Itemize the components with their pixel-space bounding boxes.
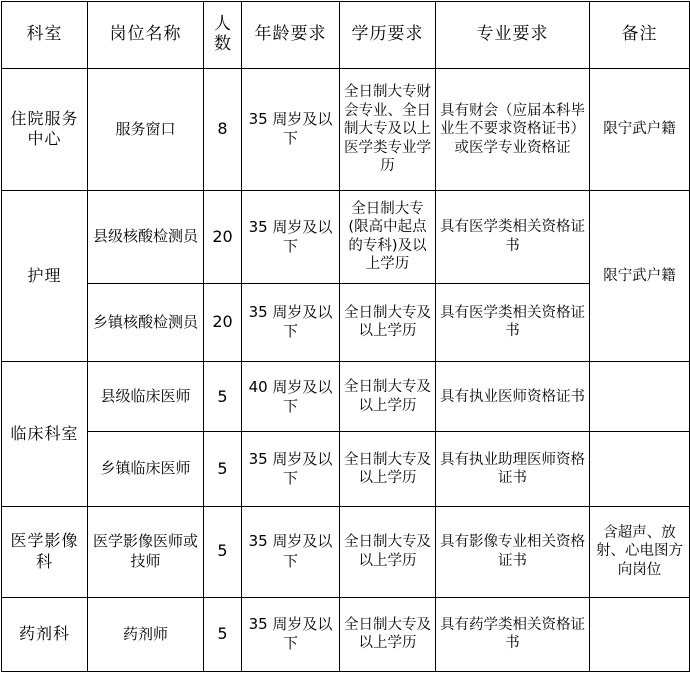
table-row (2, 69, 690, 191)
column-header-headcount (204, 2, 242, 69)
cell-department: 护理 (2, 190, 88, 361)
cell-education-requirement: 全日制大专财会专业、全日制大专及以上医学类专业学历 (340, 69, 436, 191)
cell-major-requirement: 具有执业助理医师资格证书 (436, 432, 590, 506)
cell-age-requirement: 35 周岁及以下 (242, 283, 340, 361)
cell-department: 住院服务中心 (2, 69, 88, 191)
cell-age-requirement: 35 周岁及以下 (242, 190, 340, 283)
table-row (2, 283, 690, 361)
cell-remark: 限宁武户籍 (590, 190, 690, 361)
cell-age-requirement: 35 周岁及以下 (242, 69, 340, 191)
cell-headcount: 5 (204, 362, 242, 432)
cell-headcount: 20 (204, 283, 242, 361)
cell-major-requirement: 具有执业医师资格证书 (436, 362, 590, 432)
table-row (2, 597, 690, 671)
headcount-char-2: 数 (214, 34, 231, 54)
cell-age-requirement: 35 周岁及以下 (242, 597, 340, 671)
cell-remark: 含超声、放射、心电图方向岗位 (590, 506, 690, 597)
cell-position-name: 医学影像医师或技师 (88, 506, 204, 597)
table-header-row (2, 2, 690, 69)
cell-major-requirement: 具有医学类相关资格证书 (436, 190, 590, 283)
table-row (2, 362, 690, 432)
cell-education-requirement: 全日制大专及以上学历 (340, 283, 436, 361)
cell-remark: 限宁武户籍 (590, 69, 690, 191)
cell-position-name: 药剂师 (88, 597, 204, 671)
cell-remark (590, 362, 690, 432)
cell-position-name: 乡镇核酸检测员 (88, 283, 204, 361)
cell-headcount: 5 (204, 597, 242, 671)
cell-education-requirement: 全日制大专及以上学历 (340, 597, 436, 671)
cell-headcount: 8 (204, 69, 242, 191)
cell-remark (590, 432, 690, 506)
column-header-department: 科室 (2, 2, 88, 69)
cell-department: 临床科室 (2, 362, 88, 507)
table-row (2, 190, 690, 283)
cell-headcount: 5 (204, 432, 242, 506)
column-header-age-requirement: 年龄要求 (242, 2, 340, 69)
column-header-education-requirement: 学历要求 (340, 2, 436, 69)
cell-department: 药剂科 (2, 597, 88, 671)
cell-education-requirement: 全日制大专及以上学历 (340, 362, 436, 432)
cell-education-requirement: 全日制大专(限高中起点的专科)及以上学历 (340, 190, 436, 283)
table-row (2, 432, 690, 506)
cell-department: 医学影像科 (2, 506, 88, 597)
table-header (2, 2, 690, 69)
cell-age-requirement: 40 周岁及以下 (242, 362, 340, 432)
cell-position-name: 乡镇临床医师 (88, 432, 204, 506)
column-header-major-requirement: 专业要求 (436, 2, 590, 69)
cell-headcount: 5 (204, 506, 242, 597)
cell-major-requirement: 具有药学类相关资格证书 (436, 597, 590, 671)
cell-age-requirement: 35 周岁及以下 (242, 506, 340, 597)
cell-major-requirement: 具有财会（应届本科毕业生不要求资格证书）或医学专业资格证 (436, 69, 590, 191)
headcount-char-1: 人 (214, 14, 231, 35)
cell-education-requirement: 全日制大专及以上学历 (340, 506, 436, 597)
cell-position-name: 县级临床医师 (88, 362, 204, 432)
cell-position-name: 服务窗口 (88, 69, 204, 191)
cell-headcount: 20 (204, 190, 242, 283)
cell-education-requirement: 全日制大专及以上学历 (340, 432, 436, 506)
cell-major-requirement: 具有医学类相关资格证书 (436, 283, 590, 361)
cell-age-requirement: 35 周岁及以下 (242, 432, 340, 506)
cell-position-name: 县级核酸检测员 (88, 190, 204, 283)
cell-remark (590, 597, 690, 671)
column-header-remark: 备注 (590, 2, 690, 69)
recruitment-table (1, 1, 690, 672)
cell-major-requirement: 具有影像专业相关资格证书 (436, 506, 590, 597)
table-body (2, 69, 690, 672)
column-header-position-name: 岗位名称 (88, 2, 204, 69)
table-row (2, 506, 690, 597)
